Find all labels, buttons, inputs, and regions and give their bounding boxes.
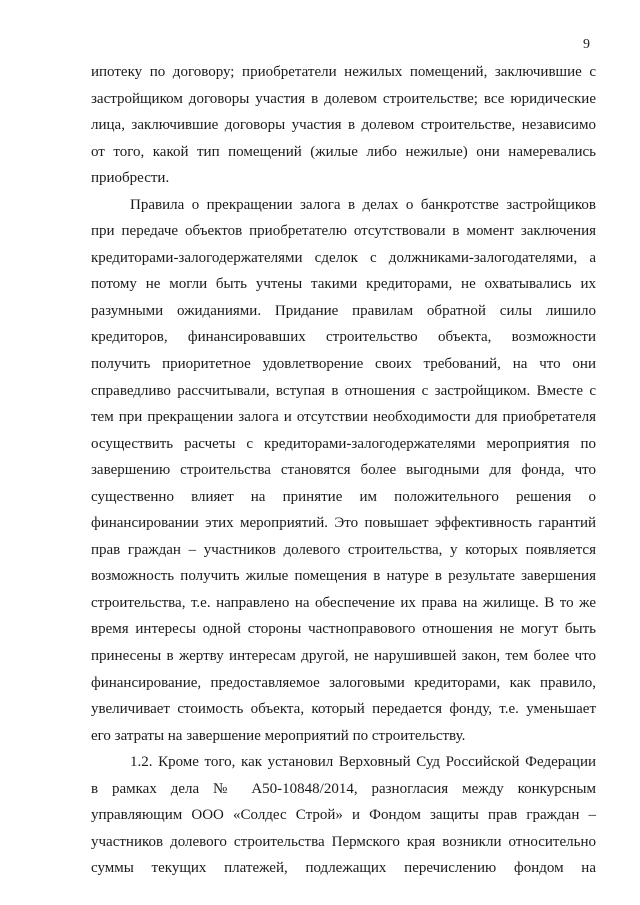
body-text	[91, 59, 596, 882]
text-line: время интересы одной стороны частноправового отношения не могут быть	[91, 621, 596, 638]
text-line: кредиторами-залогодержателями сделок с должниками-залогодателями, а	[91, 249, 596, 266]
text-line: существенно влияет на принятие им положительного решения о	[91, 488, 596, 505]
text-line: управляющим ООО «Солдес Строй» и Фондом защиты прав граждан –	[91, 807, 596, 824]
text-line: строительства, т.е. направлено на обеспечение их права на жилище. В то же	[91, 594, 596, 611]
text-line: застройщиком договоры участия в долевом строительстве; все юридические	[91, 90, 596, 107]
text-line: тем при прекращении залога и отсутствии необходимости для приобретателя	[91, 409, 596, 426]
text-line: его затраты на завершение мероприятий по строительству.	[91, 727, 466, 744]
text-line: потому не могли быть учтены такими кредиторами, не охватывались их	[91, 276, 596, 293]
text-line: принесены в жертву интересам другой, не нарушившей закон, тем более что	[91, 648, 596, 665]
text-line: суммы текущих платежей, подлежащих перечислению фондом на	[91, 860, 596, 877]
text-line: приобрести.	[91, 170, 170, 187]
text-line: осуществить расчеты с кредиторами-залогодержателями мероприятия по	[91, 435, 596, 452]
text-line: от того, какой тип помещений (жилые либо нежилые) они намеревались	[91, 143, 596, 160]
text-line: справедливо рассчитывали, вступая в отношения с застройщиком. Вместе с	[91, 382, 596, 399]
page-number: 9	[583, 37, 590, 52]
text-line: получить приоритетное удовлетворение своих требований, на что они	[91, 356, 596, 373]
text-line: финансирование, предоставляемое залоговыми кредиторами, как правило,	[91, 674, 596, 691]
text-line: прав граждан – участников долевого строительства, у которых появляется	[91, 541, 596, 558]
text-line: лица, заключившие договоры участия в долевом строительстве, независимо	[91, 117, 596, 134]
text-line: 1.2. Кроме того, как установил Верховный Суд Российской Федерации	[130, 754, 596, 771]
text-line: при передаче объектов приобретателю отсутствовали в момент заключения	[91, 223, 596, 240]
text-line: возможность получить жилые помещения в натуре в результате завершения	[91, 568, 596, 585]
text-line: участников долевого строительства Пермского края возникли относительно	[91, 833, 596, 850]
text-line: в рамках дела № А50-10848/2014, разногласия между конкурсным	[91, 780, 596, 797]
text-line: завершению строительства становятся более выгодными для фонда, что	[91, 462, 596, 479]
text-line: кредиторов, финансировавших строительство объекта, возможности	[91, 329, 596, 346]
text-line: Правила о прекращении залога в делах о банкротстве застройщиков	[130, 196, 596, 213]
text-line: увеличивает стоимость объекта, который передается фонду, т.е. уменьшает	[91, 701, 596, 718]
text-line: ипотеку по договору; приобретатели нежилых помещений, заключившие с	[91, 64, 596, 80]
text-line: финансировании этих мероприятий. Это повышает эффективность гарантий	[91, 515, 596, 532]
text-line: разумными ожиданиями. Придание правилам обратной силы лишило	[91, 302, 596, 319]
